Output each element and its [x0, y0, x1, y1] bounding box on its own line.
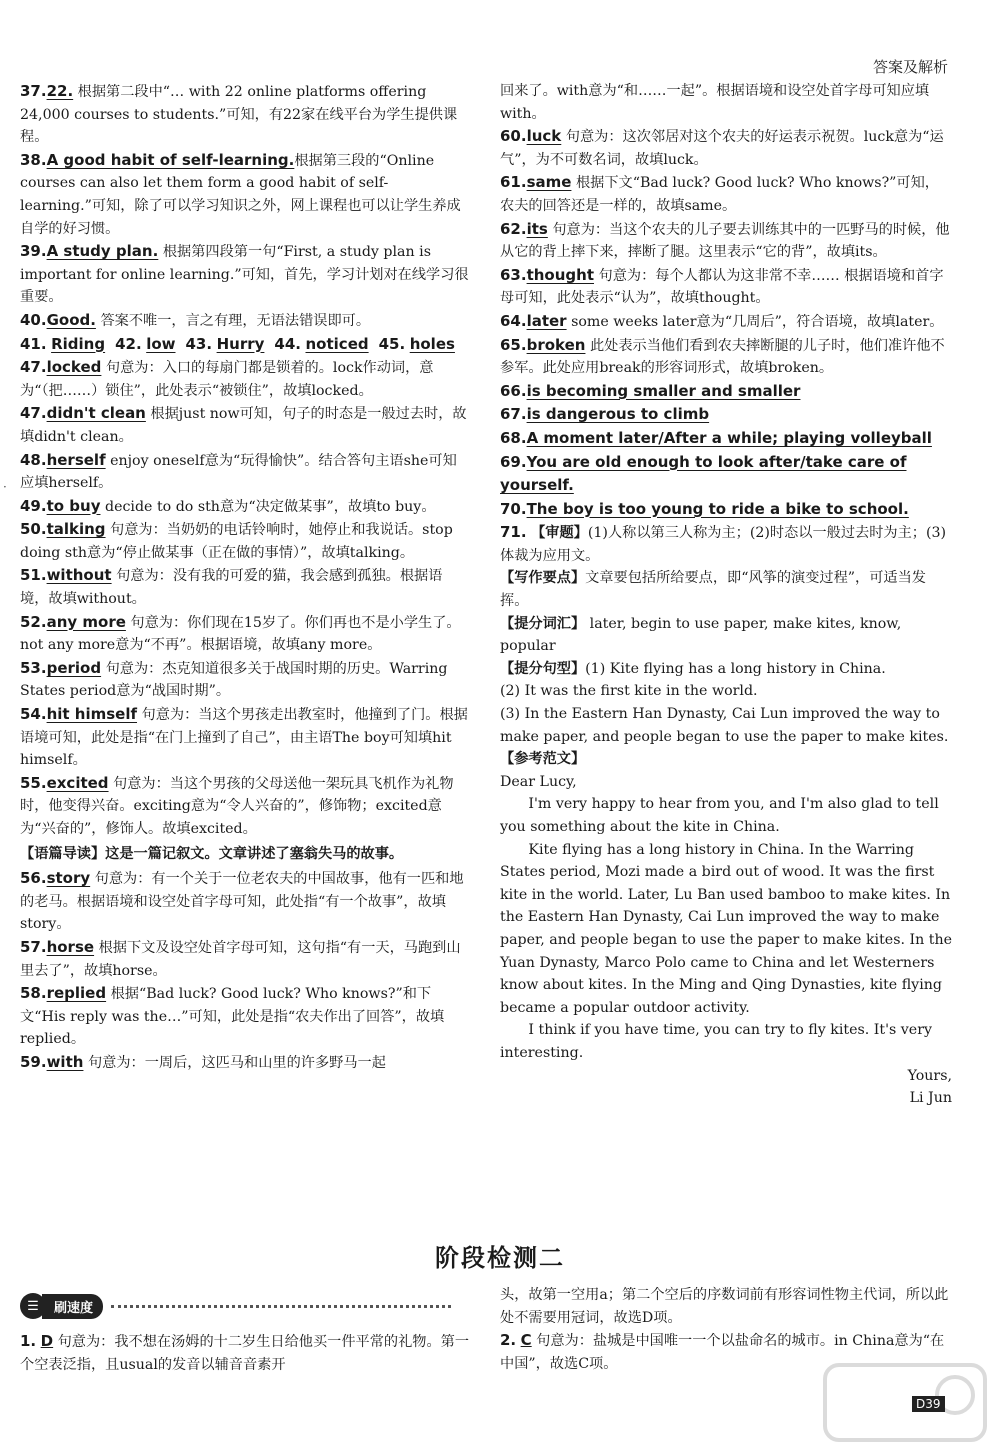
item-number: 42.	[115, 334, 142, 353]
item-number: 56.	[20, 869, 47, 888]
item-number: 66.	[500, 381, 527, 400]
item-explanation: 句意为：当这个男孩的父母送他一架玩具飞机作为礼物时，他变得兴奋。exciting意为“令人兴奋的”，修饰物；excited意为“兴奋的”，修饰人。故填excited。	[20, 775, 454, 837]
item-answer: luck	[526, 127, 562, 146]
item-number: 43.	[185, 334, 213, 353]
item-answer: You are old enough to look after/take care of yourself.	[500, 452, 907, 495]
inline-answer	[20, 333, 105, 357]
item-answer: locked	[46, 358, 102, 377]
reading-guide: 【语篇导读】这是一篇记叙文。文章讲述了塞翁失马的故事。	[20, 845, 404, 862]
answer-item	[500, 125, 952, 171]
answer-item	[500, 498, 952, 522]
left-column	[20, 80, 470, 1075]
item-explanation: 根据“Bad luck? Good luck? Who knows?”和下文“His reply was the…”可知，此处是指“农夫作出了回答”，故填replied。	[20, 986, 445, 1048]
item-answer: A good habit of self-learning.	[46, 150, 295, 169]
item-number: 38.	[20, 150, 47, 169]
item-number: 61.	[500, 173, 527, 192]
item-answer: its	[526, 219, 548, 238]
item-explanation: 根据下文及设空处首字母可知，这句指“有一天，马跑到山里去了”，故填horse。	[20, 939, 461, 979]
item-answer: is dangerous to climb	[526, 405, 710, 424]
item-number: 39.	[20, 242, 47, 261]
essay-signature: Li Jun	[909, 1090, 952, 1107]
page-header: 答案及解析	[872, 58, 948, 76]
item-explanation: 句意为：有一个关于一位老农夫的中国故事，他有一匹和地的老马。根据语境和设空处首字母可知，此处指“有一个故事”，故填story。	[20, 871, 464, 933]
item-number: 59.	[20, 1052, 47, 1071]
answer-item	[20, 80, 470, 149]
sentence-3: (3) In the Eastern Han Dynasty, Cai Lun improved the way to make paper, and people began to use the paper to make kites.	[500, 706, 949, 745]
answer-item	[500, 334, 952, 380]
item-explanation: enjoy oneself意为“玩得愉快”。结合答句主语she可知应填herself。	[20, 452, 457, 492]
inline-answer	[186, 333, 265, 357]
right-column	[500, 80, 952, 1110]
item-number: 60.	[500, 127, 527, 146]
answer-item	[20, 240, 470, 309]
item-answer: to buy	[46, 496, 101, 515]
item-answer: thought	[526, 265, 594, 284]
answer-item	[20, 564, 470, 610]
item-answer: didn't clean	[46, 404, 146, 423]
answer-item	[20, 982, 470, 1051]
item-answer: A study plan.	[46, 242, 159, 261]
item-explanation: 根据just now可知，句子的时态是一般过去时，故填didn't clean。	[20, 406, 467, 445]
item-answer: with	[46, 1052, 84, 1071]
sentence-2: (2) It was the first kite in the world.	[500, 683, 758, 700]
item-number: 69.	[500, 452, 527, 471]
item-explanation: 根据第三段的“Online courses can also let them form a good habit of self-learning.”可知，除了可以学习知识之外，网上课程也可以让学生养成自学的好习惯。	[20, 152, 461, 237]
item-answer: talking	[46, 520, 106, 539]
essay-closing: Yours,	[907, 1067, 952, 1084]
item-explanation: 答案不唯一，言之有理，无语法错误即可。	[95, 312, 371, 329]
item-explanation: 根据第二段中“… with 22 online platforms offering 24,000 courses to students.”可知，有22家在线平台为学生提供课程。	[20, 84, 458, 146]
item-answer: is becoming smaller and smaller	[526, 381, 801, 400]
book-icon: ☰	[20, 1293, 46, 1319]
answer-item	[500, 451, 952, 498]
key-sentences: 【提分句型】(1) Kite flying has a long history in China.	[500, 660, 886, 677]
item-answer: holes	[409, 334, 455, 353]
item-explanation: some weeks later意为“几周后”，符合语境，故填later。	[566, 313, 944, 330]
item-answer: herself	[46, 450, 106, 469]
answer-item	[20, 611, 470, 657]
item-explanation: 句意为：每个人都认为这非常不幸…… 根据语境和首字母可知，此处表示“认为”，故填thought。	[500, 267, 944, 307]
item-number: 68.	[500, 428, 527, 447]
dotted-divider	[111, 1305, 451, 1308]
item-number: 55.	[20, 773, 47, 792]
item-number: 49.	[20, 496, 47, 515]
item-number: 70.	[500, 499, 527, 518]
answer-item	[20, 936, 470, 982]
item-explanation: 回来了。with意为“和……一起”。根据语境和设空处首字母可知应填with。	[500, 83, 930, 122]
item-number: 57.	[20, 937, 47, 956]
answer-item	[20, 309, 470, 333]
essay-para-2: Kite flying has a long history in China. In the Warring States period, Mozi made a bird out of wood. It was the first kite in the world. Later, Lu Ban used bamboo to make kites. In the Eastern Han Dynasty, Cai Lun improved the way to make paper, and people began to use the paper to make kites. In the Yuan Dynasty, Marco Polo came to China and let Westerners know about kites. In the Ming and Qing Dynasties, kite flying became a popular outdoor activity.	[500, 841, 952, 1016]
item-answer: story	[46, 869, 91, 888]
item-number: 63.	[500, 265, 527, 284]
item-answer: A moment later/After a while; playing volleyball	[526, 428, 932, 447]
writing-points: 【写作要点】文章要包括所给要点，即“风筝的演变过程”，可适当发挥。	[500, 570, 926, 610]
answer-item	[500, 264, 952, 310]
item-number: 54.	[20, 705, 47, 724]
item-number: 62.	[500, 219, 527, 238]
item-explanation: 句意为：你们现在15岁了。你们再也不是小学生了。not any more意为“不再”。根据语境，故填any more。	[20, 614, 461, 654]
item-answer: same	[526, 173, 572, 192]
answer-item	[500, 380, 952, 404]
answer-item	[500, 427, 952, 451]
item-explanation: 句意为：这次邻居对这个农夫的好运表示祝贺。luck意为“运气”，为不可数名词，故填luck。	[500, 129, 944, 168]
item-explanation: 句意为：当奶奶的电话铃响时，她停止和我说话。stop doing sth意为“停止做某事（正在做的事情）”，故填talking。	[20, 522, 453, 561]
item-number: 44.	[274, 334, 301, 353]
item-explanation: 句意为：一周后，这匹马和山里的许多野马一起	[83, 1054, 386, 1071]
item-answer: Riding	[51, 334, 106, 353]
item-answer: Hurry	[216, 334, 265, 353]
item-explanation: 此处表示当他们看到农夫摔断腿的儿子时，他们准许他不参军。此处应用break的形容词形式，故填broken。	[500, 337, 945, 377]
item-number: 65.	[500, 335, 527, 354]
answer-item	[500, 218, 952, 264]
item-answer: replied	[46, 984, 107, 1003]
answer-item	[20, 149, 470, 240]
sample-essay-label: 【参考范文】	[500, 751, 586, 768]
fold-mark: ·	[3, 480, 7, 494]
item-explanation: decide to do sth意为“决定做某事”，故填to buy。	[100, 498, 436, 515]
answer-item	[20, 402, 470, 448]
item-number: 51.	[20, 566, 47, 585]
item-answer: noticed	[305, 334, 369, 353]
page-number: D39	[912, 1396, 945, 1412]
speed-badge	[20, 1294, 451, 1318]
item-answer: later	[526, 311, 567, 330]
question-71: 71. 【审题】(1)人称以第三人称为主；(2)时态以一般过去时为主；(3)体裁为应用文。	[500, 523, 947, 564]
item-explanation: 根据下文“Bad luck? Good luck? Who knows?”可知，农夫的回答还是一样的，故填same。	[500, 175, 939, 214]
item-explanation: 句意为：当这个男孩走出教室时，他撞到了门。根据语境可知，此处是指“在门上撞到了自己”，由主语The boy可知填hit himself。	[20, 707, 468, 769]
item-answer: any more	[46, 612, 126, 631]
essay-para-1: I'm very happy to hear from you, and I'm also glad to tell you something about the kite in China.	[500, 796, 939, 835]
item-number: 48.	[20, 450, 47, 469]
answer-item	[20, 867, 470, 936]
item-answer: horse	[46, 937, 95, 956]
answer-item	[20, 495, 470, 519]
essay-greeting: Dear Lucy,	[500, 773, 577, 790]
answer-item	[20, 518, 470, 564]
answer-item	[20, 449, 470, 495]
item-number: 64.	[500, 311, 527, 330]
item-answer: hit himself	[46, 705, 138, 724]
inline-answer	[115, 333, 175, 357]
item-number: 41.	[20, 334, 47, 353]
item-number: 45.	[378, 334, 406, 353]
item-number: 47.	[20, 358, 47, 377]
speed-label: 刷速度	[42, 1294, 103, 1319]
item-answer: excited	[46, 773, 109, 792]
item-answer: The boy is too young to ride a bike to school.	[526, 499, 909, 518]
item-explanation: 句意为：杰克知道很多关于战国时期的历史。Warring States period意为“战国时期”。	[20, 660, 448, 700]
inline-answer	[379, 333, 455, 357]
answer-item	[500, 403, 952, 427]
item-answer: period	[46, 658, 102, 677]
item-number: 50.	[20, 520, 47, 539]
section-title: 阶段检测二	[435, 1244, 565, 1272]
essay-para-3: I think if you have time, you can try to fly kites. It's very interesting.	[500, 1022, 932, 1061]
watermark-logo	[820, 1360, 990, 1445]
item-answer: Good.	[46, 310, 96, 329]
answer-item	[500, 171, 952, 217]
item-number: 53.	[20, 658, 47, 677]
inline-answer	[274, 333, 368, 357]
item-number: 58.	[20, 984, 47, 1003]
item-number: 67.	[500, 405, 527, 424]
answer-item	[500, 310, 952, 334]
question-1-continued: 头，故第一空用a；第二个空后的序数词前有形容词性物主代词，所以此处不需要用冠词，故选D项。	[500, 1287, 949, 1326]
question-2: 2. C 句意为：盐城是中国唯一一个以盐命名的城市。in China意为“在中国”，故选C项。	[500, 1331, 945, 1372]
item-answer: without	[46, 566, 112, 585]
item-number: 52.	[20, 612, 47, 631]
answer-item	[20, 657, 470, 703]
answer-item	[20, 772, 470, 841]
answer-item	[20, 1051, 470, 1075]
item-number: 40.	[20, 310, 47, 329]
answers-41-45	[20, 333, 470, 357]
sample-essay	[500, 771, 952, 1110]
item-explanation: 句意为：当这个农夫的儿子要去训练其中的一匹野马的时候，他从它的背上摔下来，摔断了腿。这里表示“它的背”，故填its。	[500, 221, 950, 261]
item-explanation: 根据第四段第一句“First, a study plan is important for online learning.”可知，首先，学习计划对在线学习很重要。	[20, 244, 469, 306]
answer-item	[20, 703, 470, 772]
question-1: 1. D 句意为：我不想在汤姆的十二岁生日给他买一件平常的礼物。第一个空表泛指，且usual的发音以辅音音素开	[20, 1332, 470, 1373]
item-explanation: 句意为：没有我的可爱的猫，我会感到孤独。根据语境，故填without。	[20, 568, 443, 608]
item-explanation: 句意为：入口的每扇门都是锁着的。lock作动词，意为“（把……）锁住”，此处表示“被锁住”，故填locked。	[20, 360, 434, 399]
item-answer: low	[146, 334, 176, 353]
item-answer: broken	[526, 335, 586, 354]
item-number: 47.	[20, 404, 47, 423]
item-number: 37.	[20, 82, 47, 100]
item-answer: 22.	[46, 82, 74, 100]
answer-item	[20, 356, 470, 402]
answer-item	[500, 80, 952, 125]
key-vocab: 【提分词汇】 later, begin to use paper, make kites, know, popular	[500, 615, 902, 655]
